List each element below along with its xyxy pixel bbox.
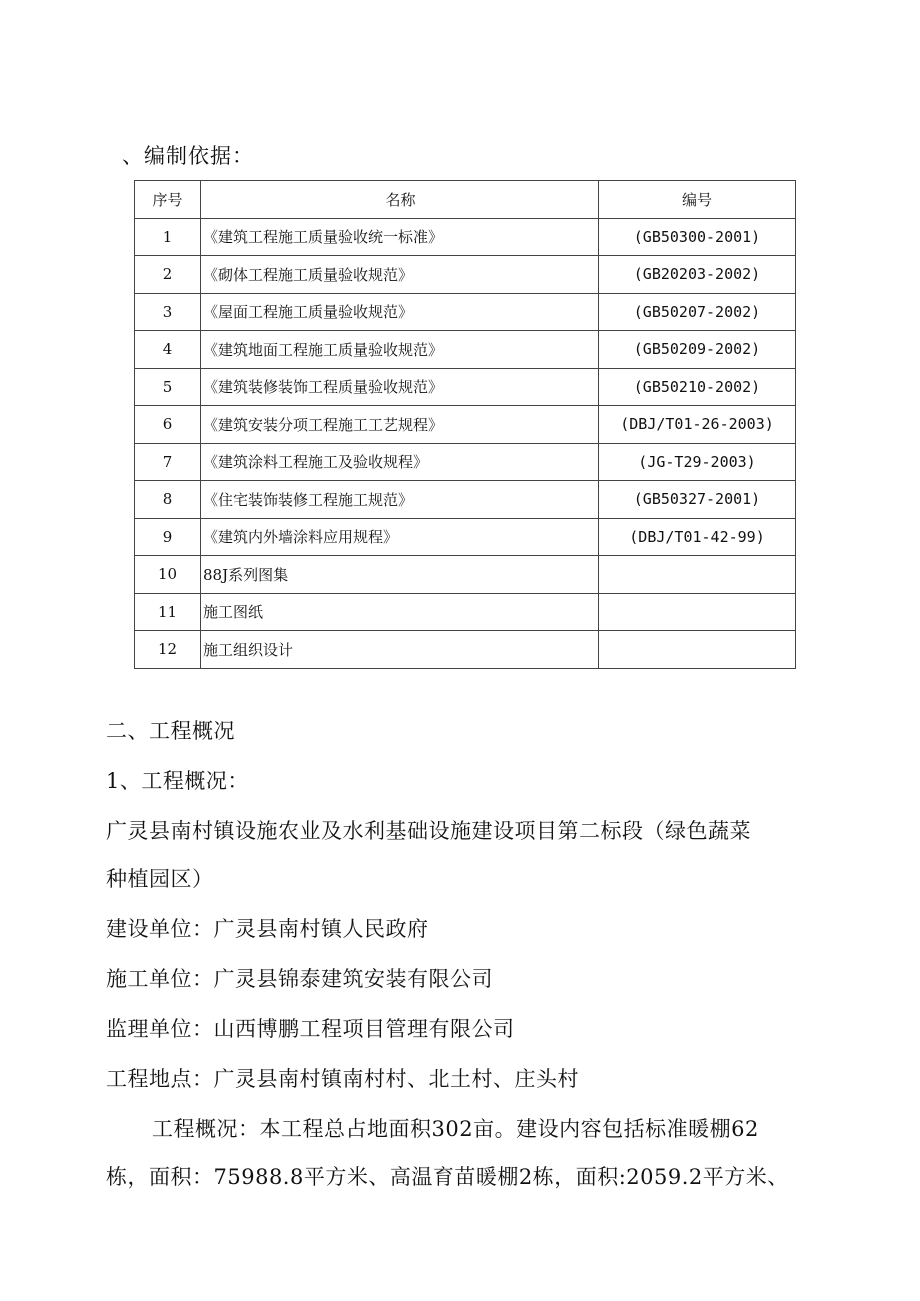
- subsection-title: 1、工程概况：: [106, 769, 249, 793]
- row-code: (GB50207-2002): [599, 293, 796, 331]
- basis-table: [134, 180, 796, 669]
- row-code: [599, 556, 796, 594]
- section-title-basis: 、编制依据：: [122, 144, 254, 168]
- row-name: 《建筑涂料工程施工及验收规程》: [201, 443, 599, 481]
- table-row: [135, 593, 796, 631]
- row-name: 《建筑安装分项工程施工工艺规程》: [201, 406, 599, 444]
- row-seq: 8: [135, 481, 201, 519]
- row-seq: 10: [135, 556, 201, 594]
- row-code: (GB50327-2001): [599, 481, 796, 519]
- project-name-line2: 种植园区）: [106, 867, 214, 891]
- project-location: 工程地点：广灵县南村镇南村村、北土村、庄头村: [106, 1067, 579, 1091]
- row-seq: 4: [135, 331, 201, 369]
- section-title-overview: 二、工程概况: [106, 719, 235, 743]
- row-name: 施工图纸: [201, 593, 599, 631]
- row-code: [599, 593, 796, 631]
- row-seq: 11: [135, 593, 201, 631]
- row-seq: 7: [135, 443, 201, 481]
- row-seq: 12: [135, 631, 201, 669]
- table-row: [135, 631, 796, 669]
- header-seq: 序号: [135, 181, 201, 219]
- row-seq: 2: [135, 256, 201, 294]
- row-name: 《建筑装修装饰工程质量验收规范》: [201, 368, 599, 406]
- header-name: 名称: [201, 181, 599, 219]
- overview-line1: 工程概况：本工程总占地面积302亩。建设内容包括标准暖棚62: [152, 1117, 759, 1141]
- row-name: 《建筑内外墙涂料应用规程》: [201, 518, 599, 556]
- table-row: [135, 368, 796, 406]
- table-row: [135, 556, 796, 594]
- builder-unit: 建设单位：广灵县南村镇人民政府: [106, 917, 429, 941]
- table-row: [135, 218, 796, 256]
- row-name: 《屋面工程施工质量验收规范》: [201, 293, 599, 331]
- row-seq: 3: [135, 293, 201, 331]
- row-code: (DBJ/T01-42-99): [599, 518, 796, 556]
- row-code: (GB50210-2002): [599, 368, 796, 406]
- table-row: [135, 293, 796, 331]
- row-name: 施工组织设计: [201, 631, 599, 669]
- table-row: [135, 518, 796, 556]
- table-row: [135, 256, 796, 294]
- table-row: [135, 331, 796, 369]
- contractor-unit: 施工单位：广灵县锦泰建筑安装有限公司: [106, 967, 493, 991]
- row-code: (GB50300-2001): [599, 218, 796, 256]
- row-name: 《建筑地面工程施工质量验收规范》: [201, 331, 599, 369]
- row-seq: 1: [135, 218, 201, 256]
- project-name-line1: 广灵县南村镇设施农业及水利基础设施建设项目第二标段（绿色蔬菜: [106, 819, 751, 843]
- row-name: 《砌体工程施工质量验收规范》: [201, 256, 599, 294]
- row-code: (DBJ/T01-26-2003): [599, 406, 796, 444]
- row-name: 《住宅装饰装修工程施工规范》: [201, 481, 599, 519]
- row-seq: 5: [135, 368, 201, 406]
- supervisor-unit: 监理单位：山西博鹏工程项目管理有限公司: [106, 1017, 515, 1041]
- row-code: (JG-T29-2003): [599, 443, 796, 481]
- overview-line2: 栋，面积：75988.8平方米、高温育苗暖棚2栋，面积:2059.2平方米、: [106, 1165, 789, 1189]
- table-header-row: [135, 181, 796, 219]
- row-code: (GB50209-2002): [599, 331, 796, 369]
- row-name: 88J系列图集: [201, 556, 599, 594]
- row-seq: 6: [135, 406, 201, 444]
- row-name: 《建筑工程施工质量验收统一标准》: [201, 218, 599, 256]
- table-row: [135, 443, 796, 481]
- row-code: [599, 631, 796, 669]
- row-seq: 9: [135, 518, 201, 556]
- row-code: (GB20203-2002): [599, 256, 796, 294]
- table-row: [135, 406, 796, 444]
- header-code: 编号: [599, 181, 796, 219]
- table-row: [135, 481, 796, 519]
